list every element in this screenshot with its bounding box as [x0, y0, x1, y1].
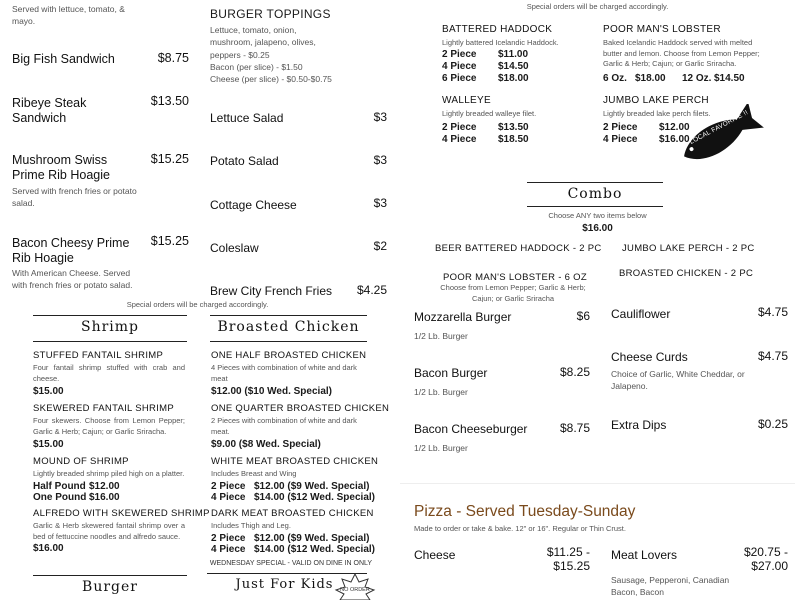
price-row-value: $14.50	[714, 73, 745, 84]
side-item-name: Lettuce Salad	[210, 111, 284, 125]
section-title-chicken: Broasted Chicken	[217, 319, 360, 335]
section-title-combo: Combo	[567, 186, 623, 202]
item-description: With American Cheese. Served with french fries or potato salad.	[12, 268, 133, 291]
app-item-name: Cheese Curds	[611, 350, 688, 364]
kids-badge-text: NO ORDER	[340, 587, 370, 593]
combo-subtitle: Choose ANY two items below	[548, 211, 647, 220]
fish-item-name: POOR MAN'S LOBSTER	[603, 24, 721, 35]
combo-item: BROASTED CHICKEN - 2 PC	[619, 268, 754, 279]
price-row-label: 2 Piece	[603, 122, 638, 133]
burger-item-price: $6	[576, 309, 590, 323]
price-row-value: $14.00 ($12 Wed. Special)	[254, 544, 375, 555]
item-price: $15.00	[33, 386, 64, 397]
special-orders-note: Special orders will be charged accordingly.	[526, 2, 669, 11]
toppings-line: Bacon (per slice) - $1.50	[210, 61, 303, 72]
menu-item-name: Bacon Cheesy Prime Rib Hoagie	[12, 236, 130, 265]
shrimp-item-name: STUFFED FANTAIL SHRIMP	[33, 350, 164, 361]
price-row-label: 12 Oz.	[682, 73, 712, 84]
item-description: Lightly breaded lake perch filets.	[603, 109, 711, 118]
item-description: Served with lettuce, tomato, & mayo.	[12, 4, 125, 27]
toppings-title: BURGER TOPPINGS	[210, 7, 331, 21]
side-item-name: Potato Salad	[210, 154, 279, 168]
side-item-price: $3	[373, 110, 387, 124]
price-row-value: $16.00	[659, 134, 690, 145]
section-rule	[33, 315, 187, 316]
price-row-label: 4 Piece	[211, 544, 246, 555]
burger-item-price: $8.75	[559, 421, 590, 435]
price-row-label: 4 Piece	[211, 492, 246, 503]
combo-item: POOR MAN'S LOBSTER - 6 OZ	[443, 272, 587, 283]
menu-item-price: $15.25	[150, 152, 189, 166]
price-row-value: $11.00	[498, 49, 529, 60]
menu-item-price: $8.75	[157, 51, 189, 65]
pizza-item-name: Meat Lovers	[611, 548, 678, 562]
toppings-line: Cheese (per slice) - $0.50-$0.75	[210, 74, 332, 85]
item-description: Lightly breaded walleye filet.	[442, 109, 537, 118]
fish-item-name: WALLEYE	[442, 95, 491, 106]
side-item-name: Coleslaw	[210, 241, 259, 255]
toppings-line: mushroom, jalapeno, olives,	[210, 37, 316, 48]
side-item-price: $4.25	[356, 283, 387, 297]
chicken-item-name: ONE QUARTER BROASTED CHICKEN	[211, 403, 390, 414]
price-row-label: Half Pound	[33, 481, 86, 492]
section-rule	[210, 315, 367, 316]
burger-item-price: $8.25	[559, 365, 590, 379]
shrimp-item-name: MOUND OF SHRIMP	[33, 456, 129, 467]
item-price: $12.00 ($10 Wed. Special)	[211, 386, 332, 397]
section-title-shrimp: Shrimp	[80, 319, 139, 335]
item-description: 1/2 Lb. Burger	[414, 387, 468, 397]
item-description: Four fantail shrimp stuffed with crab and cheese.	[33, 363, 185, 383]
price-row-value: $16.00	[89, 492, 120, 503]
app-item-name: Extra Dips	[611, 418, 667, 432]
item-description: Lightly breaded shrimp piled high on a platter.	[33, 469, 185, 478]
item-price: $16.00	[33, 543, 64, 554]
price-line: $27.00	[751, 558, 788, 573]
section-rule	[527, 182, 663, 183]
toppings-list	[210, 24, 370, 86]
side-item-name: Cottage Cheese	[210, 198, 297, 212]
item-description: 2 Pieces with combination of white and dark meat.	[211, 416, 357, 436]
item-description: Includes Breast and Wing	[211, 469, 297, 478]
pizza-subtitle: Made to order or take & bake. 12" or 16". Regular or Thin Crust.	[414, 524, 626, 533]
fish-item-name: JUMBO LAKE PERCH	[603, 95, 709, 106]
price-row-value: $12.00 ($9 Wed. Special)	[254, 533, 370, 544]
starburst-badge-icon	[330, 570, 380, 600]
combo-item: JUMBO LAKE PERCH - 2 PC	[622, 243, 755, 254]
burger-item-name: Mozzarella Burger	[414, 310, 512, 324]
item-description: Lightly battered Icelandic Haddock.	[442, 38, 559, 47]
item-description: Includes Thigh and Leg.	[211, 521, 291, 530]
chicken-item-name: DARK MEAT BROASTED CHICKEN	[211, 508, 374, 519]
item-description: Sausage, Pepperoni, Canadian Bacon, Bacon	[611, 575, 730, 598]
burger-item-name: Bacon Cheeseburger	[414, 422, 528, 436]
price-line: $15.25	[553, 558, 590, 573]
menu-item-name: Ribeye Steak Sandwich	[12, 96, 87, 125]
combo-price: $16.00	[582, 223, 613, 234]
price-row-label: 2 Piece	[211, 533, 246, 544]
item-description: Garlic & Herb skewered fantail shrimp over a bed of fettuccine noodles and alfredo sauce.	[33, 521, 185, 541]
pizza-item-price	[520, 546, 590, 574]
item-description: Served with french fries or potato salad.	[12, 186, 137, 209]
price-line: $11.25 -	[546, 545, 590, 559]
section-title-kids: Just For Kids	[235, 577, 334, 592]
menu-item-name: Big Fish Sandwich	[12, 52, 115, 66]
shrimp-item-name: ALFREDO WITH SKEWERED SHRIMP	[33, 508, 210, 519]
item-description: Four skewers. Choose from Lemon Pepper; Garlic & Herb; Cajun; or Garlic Sriracha.	[33, 416, 185, 436]
burger-item-name: Bacon Burger	[414, 366, 488, 380]
divider	[400, 483, 795, 484]
pizza-item-name: Cheese	[414, 548, 456, 562]
section-title-pizza: Pizza - Served Tuesday-Sunday	[414, 503, 636, 520]
item-description: Choose from Lemon Pepper; Garlic & Herb; Cajun; or Garlic Sriracha	[440, 283, 586, 302]
menu-item-name: Mushroom Swiss Prime Rib Hoagie	[12, 153, 110, 182]
price-line: $20.75 -	[743, 545, 788, 559]
price-row-label: 6 Piece	[442, 73, 477, 84]
item-description: 1/2 Lb. Burger	[414, 331, 468, 341]
price-row-label: 2 Piece	[442, 49, 477, 60]
item-price: $9.00 ($8 Wed. Special)	[211, 439, 321, 450]
toppings-line: peppers - $0.25	[210, 49, 270, 60]
price-row-value: $18.00	[635, 73, 666, 84]
menu-item-price: $13.50	[150, 94, 189, 108]
section-title-burger: Burger	[82, 579, 138, 595]
app-item-price: $4.75	[757, 349, 788, 363]
section-rule	[527, 206, 663, 207]
price-row-value: $14.50	[498, 61, 529, 72]
price-row-value: $13.50	[498, 122, 529, 133]
app-item-price: $4.75	[757, 305, 788, 319]
side-item-price: $3	[373, 153, 387, 167]
price-row-label: 4 Piece	[442, 61, 477, 72]
price-row-value: $18.50	[498, 134, 529, 145]
section-rule	[33, 341, 187, 342]
combo-item: BEER BATTERED HADDOCK - 2 PC	[435, 243, 602, 254]
side-item-price: $3	[373, 196, 387, 210]
price-row-label: 4 Piece	[603, 134, 638, 145]
price-row-label: 2 Piece	[442, 122, 477, 133]
toppings-line: Lettuce, tomato, onion,	[210, 25, 297, 35]
app-item-price: $0.25	[757, 417, 788, 431]
side-item-price: $2	[373, 239, 387, 253]
price-row-value: $12.00	[89, 481, 120, 492]
chicken-item-name: WHITE MEAT BROASTED CHICKEN	[211, 456, 379, 467]
section-rule	[210, 341, 367, 342]
special-orders-note: Special orders will be charged accordingly.	[126, 300, 269, 309]
section-rule	[33, 575, 187, 576]
item-description: 4 Pieces with combination of white and dark meat	[211, 363, 357, 383]
item-description: Choice of Garlic, White Cheddar, or Jalapeno.	[611, 369, 745, 392]
item-price: $15.00	[33, 439, 64, 450]
price-row-label: One Pound	[33, 492, 87, 503]
fish-badge-text: LOCAL FAVORITE !!	[688, 109, 750, 146]
price-row-label: 4 Piece	[442, 134, 477, 145]
chicken-item-name: ONE HALF BROASTED CHICKEN	[211, 350, 367, 361]
pizza-item-price	[718, 546, 788, 574]
wednesday-note: WEDNESDAY SPECIAL - VALID ON DINE IN ONLY	[209, 560, 373, 567]
price-row-value: $12.00 ($9 Wed. Special)	[254, 481, 370, 492]
fish-item-name: BATTERED HADDOCK	[442, 24, 553, 35]
price-row-label: 2 Piece	[211, 481, 246, 492]
side-item-name: Brew City French Fries	[210, 284, 333, 298]
item-description: 1/2 Lb. Burger	[414, 443, 468, 453]
price-row-label: 6 Oz.	[603, 73, 627, 84]
shrimp-item-name: SKEWERED FANTAIL SHRIMP	[33, 403, 174, 414]
price-row-value: $14.00 ($12 Wed. Special)	[254, 492, 375, 503]
menu-item-price: $15.25	[150, 234, 189, 248]
item-description: Baked Icelandic Haddock served with melted butter and lemon. Choose from Lemon Pepper; Garlic & Herb; Cajun; or Garlic Sriracha.	[603, 38, 760, 68]
app-item-name: Cauliflower	[611, 307, 671, 321]
price-row-value: $12.00	[659, 122, 690, 133]
price-row-value: $18.00	[498, 73, 529, 84]
